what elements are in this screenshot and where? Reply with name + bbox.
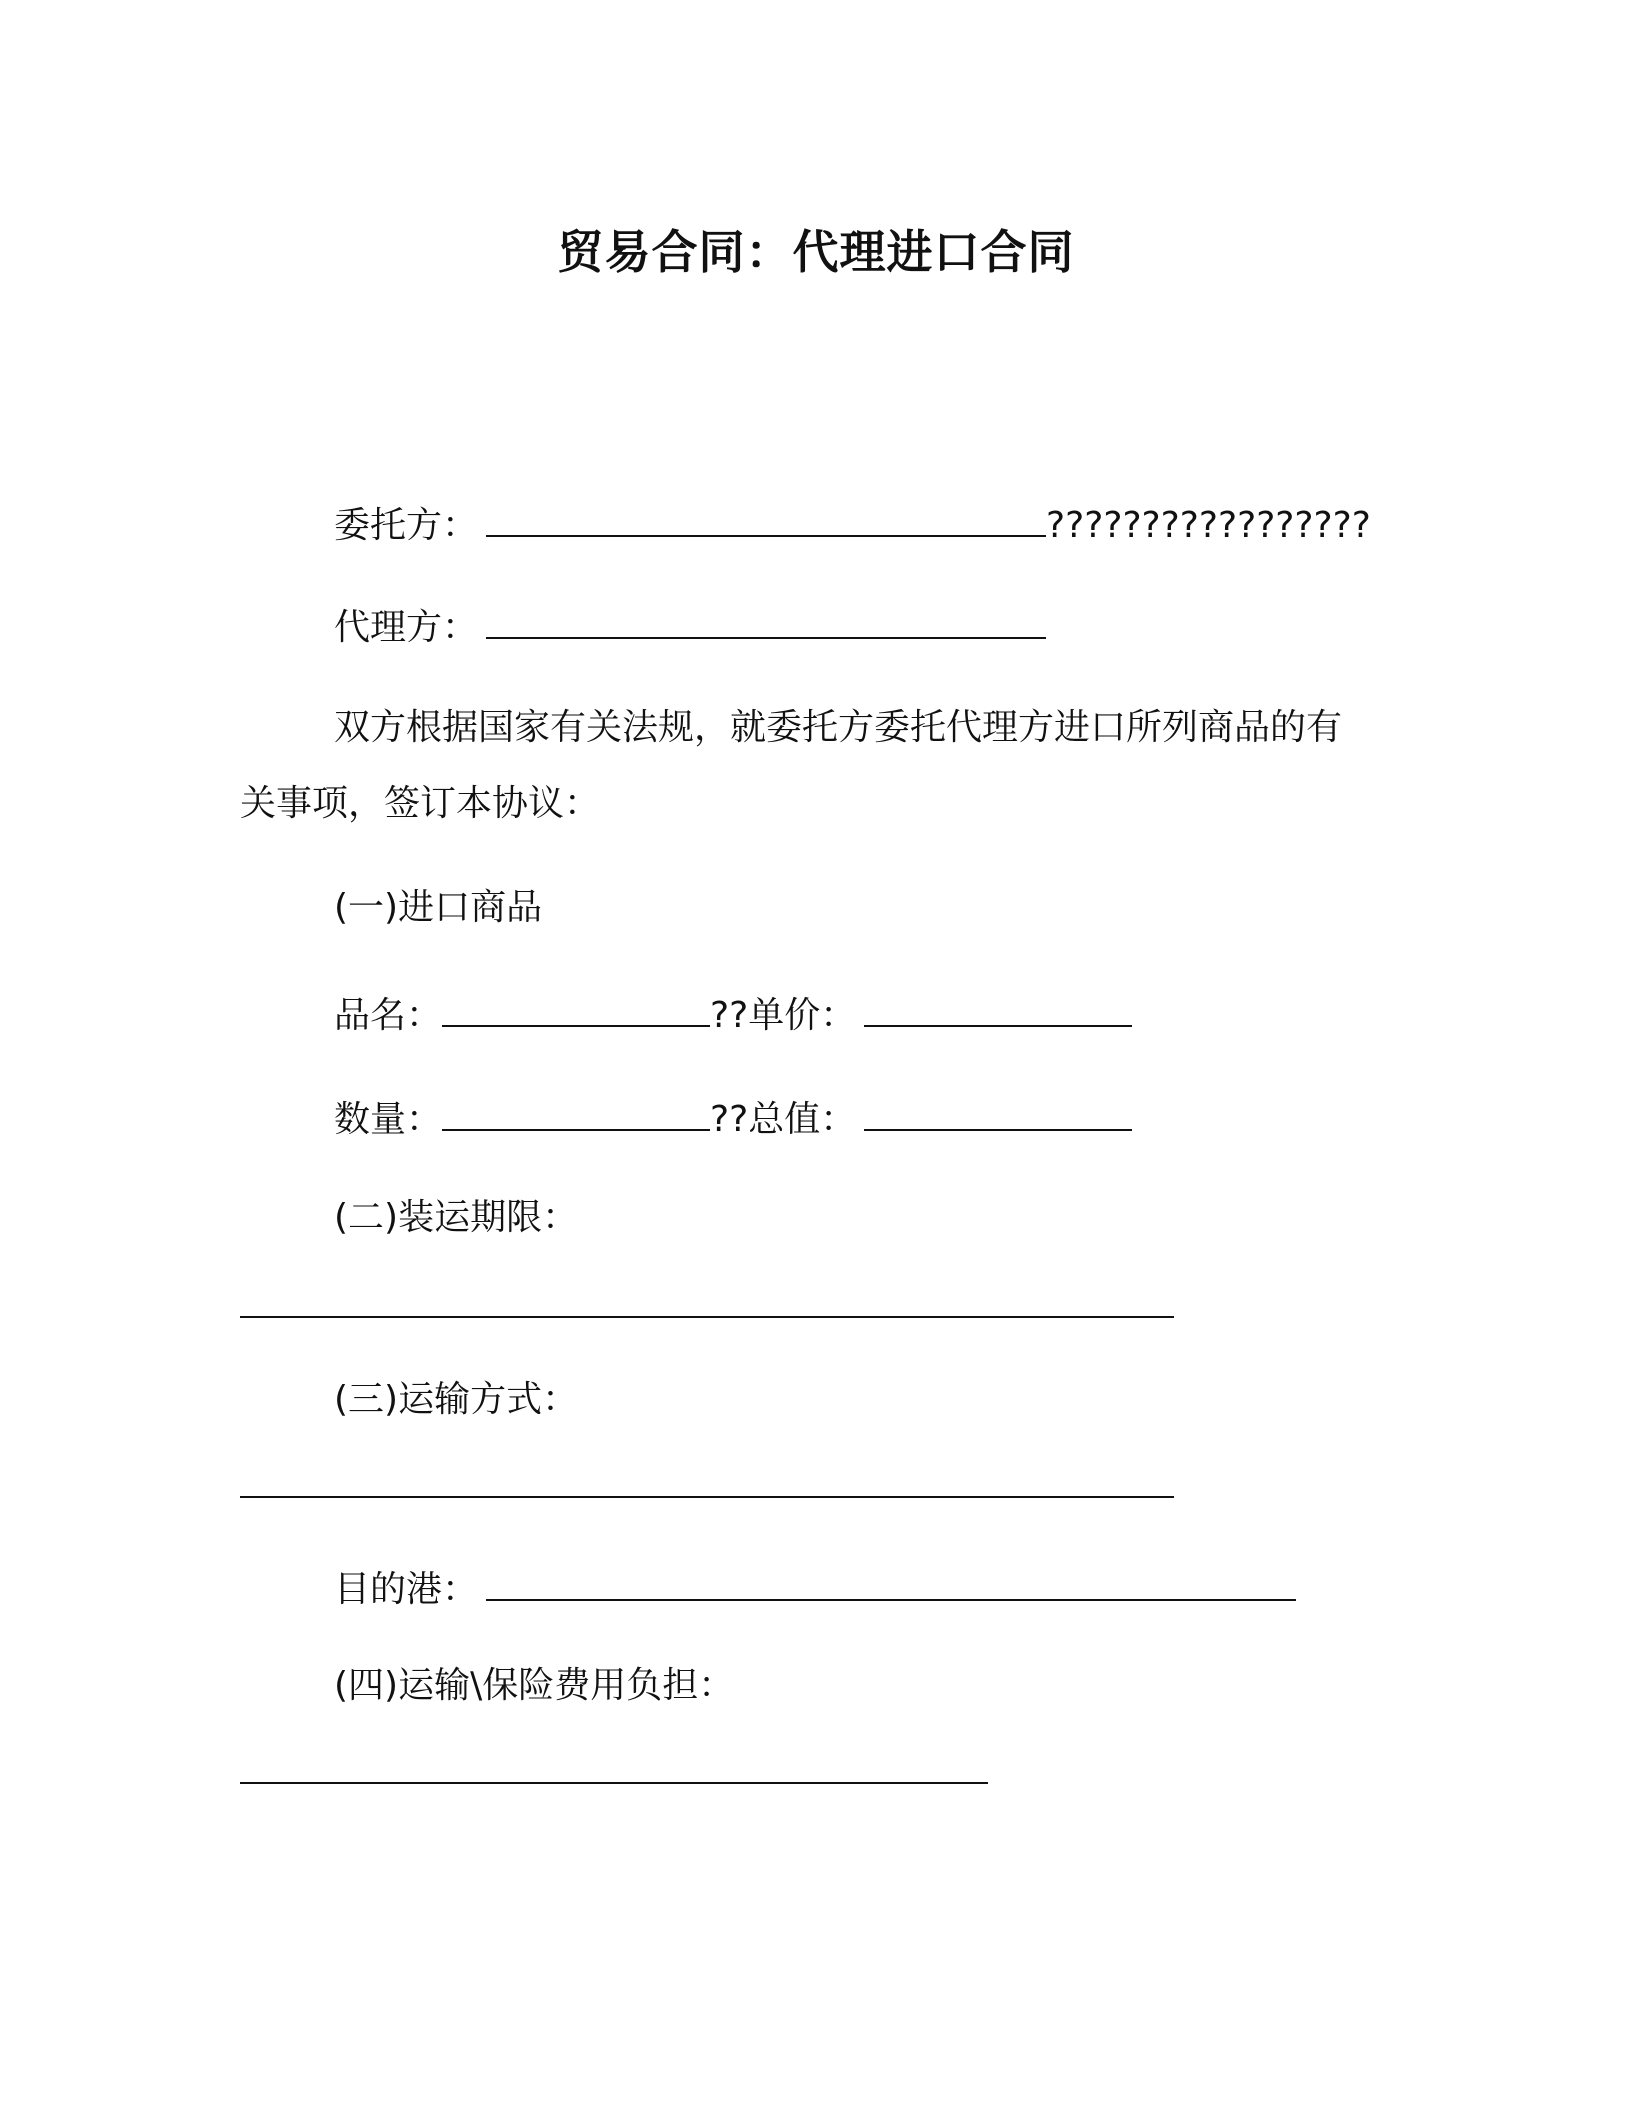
destination-port-line [334,1566,1296,1614]
principal-line [334,502,1371,550]
total-value-field[interactable] [864,1099,1132,1131]
section-3-heading: (三)运输方式： [334,1379,579,1420]
principal-label: 委托方： [334,505,479,546]
quantity-field[interactable] [442,1099,710,1131]
preamble-line-1: 双方根据国家有关法规，就委托方委托代理方进口所列商品的有 [334,707,1343,748]
section-2-heading: (二)装运期限： [334,1197,579,1238]
destination-port-field[interactable] [486,1569,1296,1601]
principal-field[interactable] [486,505,1046,537]
unit-price-field[interactable] [864,995,1132,1027]
section-1-heading: (一)进口商品 [334,887,543,928]
agent-line [334,604,1046,652]
product-name-label: 品名： [334,995,443,1036]
agent-field[interactable] [486,607,1046,639]
cost-bearing-field[interactable] [240,1782,988,1784]
document-title: 贸易合同：代理进口合同 [557,225,1075,279]
product-price-line [334,992,1132,1040]
shipment-period-field[interactable] [240,1316,1174,1318]
unit-price-label: ??单价： [710,995,857,1036]
preamble-line-2: 关事项，签订本协议： [240,783,601,824]
destination-port-label: 目的港： [334,1569,479,1610]
quantity-total-line [334,1096,1132,1144]
quantity-label: 数量： [334,1099,443,1140]
transport-mode-field[interactable] [240,1496,1174,1498]
section-4-heading: (四)运输\保险费用负担： [334,1665,735,1706]
principal-trailing-text: ????????????????? [1046,505,1371,546]
total-value-label: ??总值： [710,1099,857,1140]
product-name-field[interactable] [442,995,710,1027]
agent-label: 代理方： [334,607,479,648]
